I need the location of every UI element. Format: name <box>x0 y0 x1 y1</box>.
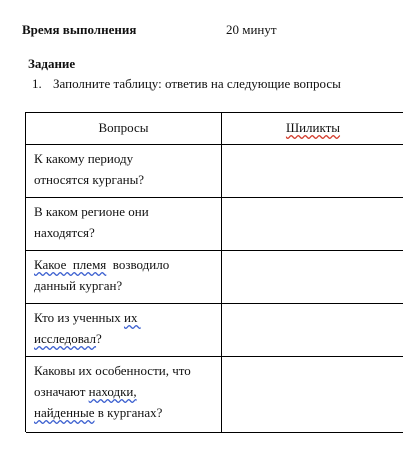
question-line: К какому периоду <box>34 151 134 166</box>
answers-header-text: Шиликты <box>285 120 341 135</box>
table-header-row <box>26 113 403 145</box>
task-heading: Задание <box>28 56 76 71</box>
column-header-questions: Вопросы <box>98 120 149 135</box>
underlined-phrase: найденные <box>34 405 95 420</box>
question-line: Каковы их особенности, что <box>34 363 191 378</box>
task-number: 1. <box>32 76 42 91</box>
question-line: данный курган? <box>34 278 123 293</box>
question-fragment: Кто из ученных <box>34 310 124 325</box>
duration-value: 20 минут <box>226 22 277 37</box>
question-fragment: возводило <box>106 257 170 272</box>
underlined-phrase: их <box>123 310 141 325</box>
column-header-answers <box>222 117 403 138</box>
question-line: В каком регионе они <box>34 204 149 219</box>
question-cell <box>34 307 220 349</box>
question-cell <box>34 254 220 296</box>
question-fragment: в курганах? <box>94 405 163 420</box>
question-line <box>34 402 220 423</box>
table-row <box>26 304 403 357</box>
underlined-phrase: находки, <box>88 384 137 399</box>
table-row <box>26 251 403 304</box>
question-line <box>34 254 220 275</box>
question-line: находятся? <box>34 225 95 240</box>
table-row <box>26 145 403 198</box>
questions-table <box>25 112 403 432</box>
question-fragment: ? <box>96 331 102 346</box>
table-row <box>26 198 403 251</box>
question-cell <box>34 360 220 423</box>
question-line: относятся курганы? <box>34 172 145 187</box>
task-instruction: Заполните таблицу: ответив на следующие вопросы <box>53 76 341 91</box>
underlined-phrase: Какое племя <box>34 257 107 272</box>
table-row <box>26 357 403 433</box>
underlined-phrase: исследовал <box>34 331 97 346</box>
question-line <box>34 307 220 328</box>
question-cell <box>34 201 220 243</box>
question-cell <box>34 148 220 190</box>
question-line <box>34 381 220 402</box>
question-line <box>34 328 220 349</box>
duration-label: Время выполнения <box>22 22 137 37</box>
question-fragment: означают <box>34 384 89 399</box>
